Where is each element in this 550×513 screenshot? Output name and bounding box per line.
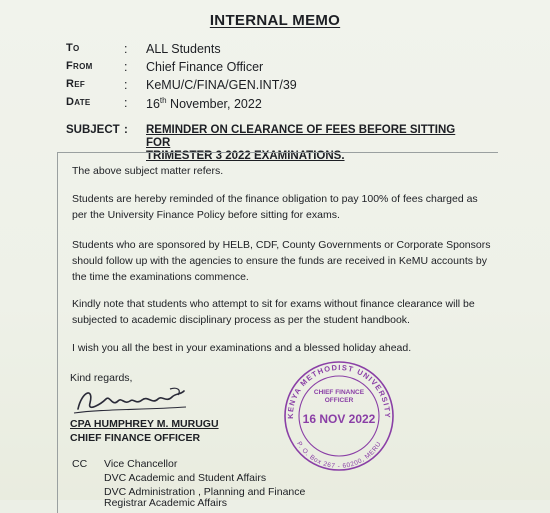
header-label: Ref (66, 78, 86, 90)
university-stamp (279, 360, 399, 472)
svg-text:P. O. Box 267 - 60200, MERU (295, 440, 383, 470)
paragraph: Students who are sponsored by HELB, CDF, County Governments or Corporate Sponsors should follow up with the agencies to ensure the funds are received in KeMU accounts by the time the examinations commence. (72, 239, 491, 283)
memo-title: INTERNAL MEMO (209, 12, 341, 29)
signatory-title: CHIEF FINANCE OFFICER (70, 432, 201, 444)
memo-page: INTERNAL MEMO To : ALL Students From : Chief Finance Officer Ref : KeMU/C/FINA/GEN.INT/39 Date : 16th November, 2022 SUBJECT : REMINDER ON CLEARANCE OF FEES BEFORE SITTING FOR TRIMESTER 3 2022 EXAMINATIONS. The above subject matter refers. Students are hereby reminded of the finance obligation to pay 100% of fees charged as per the University Finance Policy before sitting for exams. Students who are sponsored by HELB, CDF, County Governments or Corporate Sponsors should follow up with the agencies to ensure the funds are received in KeMU accounts by the time the examinations commence. Kindly note that students who attempt to sit for exams without finance clearance will be subjected to academic disciplinary process as per the student handbook. I wish you all the best in your examinations and a blessed holiday ahead. Kind regards, CPA HUMPHREY M. MURUGU CHIEF FINANCE OFFICER KENYA METHODIST UNIVERSITY P. O. Box 267 - 60200, MERU CHIEF FINANCE OFFICER 16 NOV 2022 CC Vice Chancellor DVC Academic and Student Affairs DVC Administration , Planning and Finance Registrar Academic Affairs (0, 0, 550, 500)
subject-text: REMINDER ON CLEARANCE OF FEES BEFORE SITTING FOR TRIMESTER 3 2022 EXAMINATIONS. (146, 124, 456, 162)
stamp-office-line1: CHIEF FINANCE (313, 389, 365, 396)
cc-label: CC (72, 458, 88, 470)
handwritten-signature (72, 383, 192, 417)
header-value: KeMU/C/FINA/GEN.INT/39 (146, 78, 297, 92)
header-label: To (66, 42, 80, 54)
stamp-date: 16 NOV 2022 (302, 412, 376, 426)
cc-item: DVC Academic and Student Affairs (104, 472, 267, 484)
header-value: 16th November, 2022 (146, 96, 262, 112)
paragraph: Students are hereby reminded of the finance obligation to pay 100% of fees charged as per the University Finance Policy before sitting for exams. (72, 193, 478, 221)
paragraph: Kindly note that students who attempt to sit for exams without finance clearance will be subjected to academic disciplinary process as per the student handbook. (72, 298, 475, 326)
header-value: Chief Finance Officer (146, 60, 264, 74)
paragraph: The above subject matter refers. (72, 165, 224, 177)
cc-item: Registrar Academic Affairs (104, 497, 227, 509)
cc-item: Vice Chancellor (104, 458, 178, 470)
stamp-address-text: P. O. Box 267 - 60200, MERU (295, 440, 383, 471)
stamp-office-line2: OFFICER (324, 397, 354, 404)
header-value: ALL Students (146, 42, 221, 56)
cc-item: DVC Administration , Planning and Finance (104, 486, 306, 498)
subject-label: SUBJECT (66, 124, 120, 136)
signatory-name: CPA HUMPHREY M. MURUGU (70, 418, 219, 430)
header-label: From (66, 60, 93, 72)
stamp-ring-text: KENYA METHODIST UNIVERSITY (285, 362, 393, 419)
paragraph: I wish you all the best in your examinations and a blessed holiday ahead. (72, 342, 412, 354)
header-label: Date (66, 96, 91, 108)
closing: Kind regards, (70, 372, 133, 384)
